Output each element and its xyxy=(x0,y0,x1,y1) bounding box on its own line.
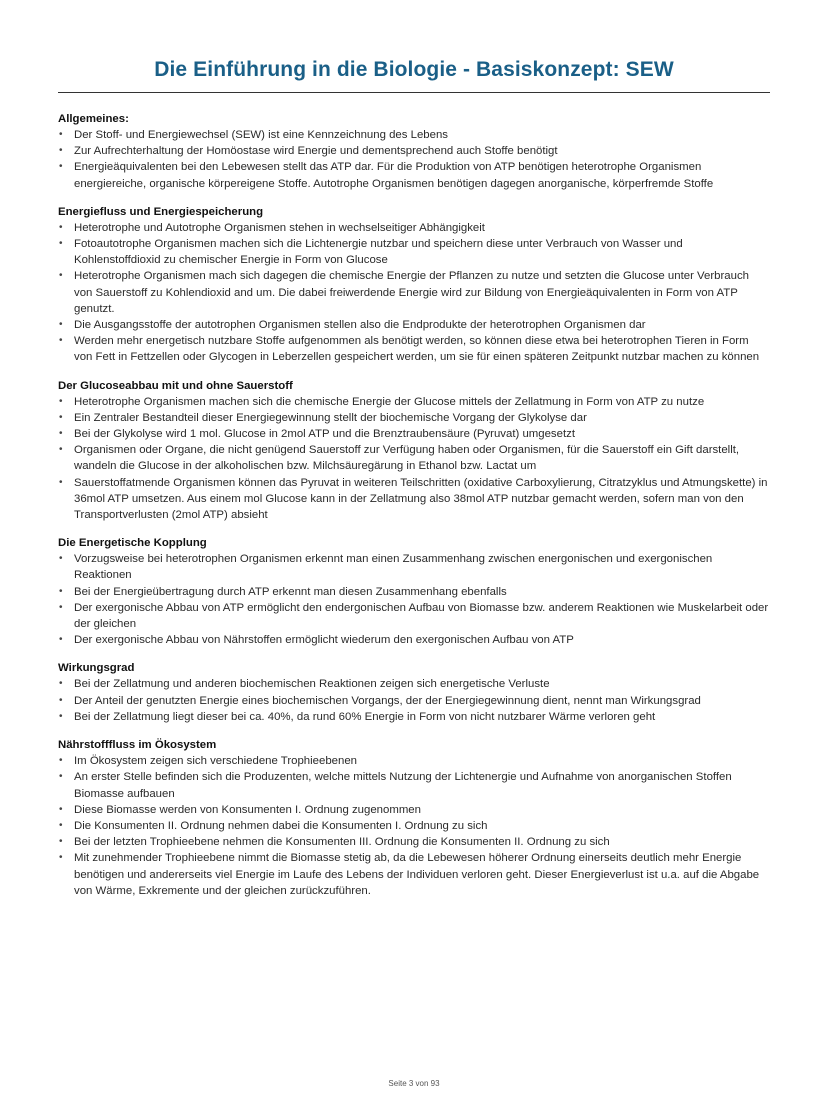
page-title: Die Einführung in die Biologie - Basiskonzept: SEW xyxy=(154,58,674,81)
bullet-item: • Heterotrophe und Autotrophe Organismen stehen in wechselseitiger Abhängigkeit xyxy=(58,220,770,236)
bullet-item: • Ein Zentraler Bestandteil dieser Energiegewinnung stellt der biochemische Vorgang der Glykolyse dar xyxy=(58,410,770,426)
bullet-list xyxy=(58,551,770,648)
bullet-list xyxy=(58,753,770,899)
section xyxy=(58,204,770,366)
page-number: Seite 3 von 93 xyxy=(388,1079,440,1088)
bullet-list xyxy=(58,676,770,725)
section xyxy=(58,660,770,725)
bullet-item: • Im Ökosystem zeigen sich verschiedene Trophieebenen xyxy=(58,753,770,769)
bullet-item: • An erster Stelle befinden sich die Produzenten, welche mittels Nutzung der Lichtenergie und Aufnahme von anorganischen Stoffen Biomasse aufbauen xyxy=(58,769,770,801)
bullet-list xyxy=(58,220,770,366)
bullet-item: • Der exergonische Abbau von ATP ermöglicht den endergonischen Aufbau von Biomasse bzw. anderem Reaktionen wie Muskelarbeit oder der gleichen xyxy=(58,600,770,632)
bullet-item: • Energieäquivalenten bei den Lebewesen stellt das ATP dar. Für die Produktion von ATP benötigen heterotrophe Organismen energiereiche, organische körpereigene Stoffe. Autotrophe Organismen benötigen dagegen anorganische, körperfremde Stoffe xyxy=(58,159,770,191)
bullet-item: • Bei der Zellatmung und anderen biochemischen Reaktionen zeigen sich energetische Verluste xyxy=(58,676,770,692)
bullet-item: • Organismen oder Organe, die nicht genügend Sauerstoff zur Verfügung haben oder Organismen, für die Sauerstoff ein Gift darstellt, wandeln die Glucose in der alkoholischen bzw. Milchsäuregärung in Ethanol bzw. Lactat um xyxy=(58,442,770,474)
section xyxy=(58,737,770,899)
section-heading: Nährstofffluss im Ökosystem xyxy=(58,739,217,752)
bullet-item: • Diese Biomasse werden von Konsumenten I. Ordnung zugenommen xyxy=(58,802,770,818)
bullet-item: • Heterotrophe Organismen mach sich dagegen die chemische Energie der Pflanzen zu nutze und setzten die Glucose unter Verbrauch von Sauerstoff zu Kohlendioxid and um. Die dabei freiwerdende Energie wird zur Bildung von Energieäquivalenten in Form von ATP genutzt. xyxy=(58,268,770,317)
bullet-list xyxy=(58,127,770,192)
bullet-item: • Bei der Glykolyse wird 1 mol. Glucose in 2mol ATP und die Brenztraubensäure (Pyruvat) umgesetzt xyxy=(58,426,770,442)
bullet-item: • Der exergonische Abbau von Nährstoffen ermöglicht wiederum den exergonischen Aufbau von ATP xyxy=(58,632,770,648)
section-heading: Der Glucoseabbau mit und ohne Sauerstoff xyxy=(58,379,293,392)
bullet-item: • Der Stoff- und Energiewechsel (SEW) ist eine Kennzeichnung des Lebens xyxy=(58,127,770,143)
bullet-item: • Bei der Zellatmung liegt dieser bei ca. 40%, da rund 60% Energie in Form von nicht nutzbarer Wärme verloren geht xyxy=(58,709,770,725)
bullet-list xyxy=(58,394,770,524)
bullet-item: • Mit zunehmender Trophieebene nimmt die Biomasse stetig ab, da die Lebewesen höherer Ordnung einerseits deutlich mehr Energie benötigen und andererseits viel Energie im Laufe des Lebens der Individuen verloren geht. Dieser Energieverlust ist u.a. auf die Abgabe von Wärme, Exkremente und der gleichen zurückzuführen. xyxy=(58,850,770,899)
section xyxy=(58,111,770,192)
bullet-item: • Vorzugsweise bei heterotrophen Organismen erkennt man einen Zusammenhang zwischen energonischen und exergonischen Reaktionen xyxy=(58,551,770,583)
section-heading: Allgemeines: xyxy=(58,113,129,125)
section xyxy=(58,535,770,648)
bullet-item: • Bei der Energieübertragung durch ATP erkennt man diesen Zusammenhang ebenfalls xyxy=(58,584,770,600)
bullet-item: • Fotoautotrophe Organismen machen sich die Lichtenergie nutzbar und speichern diese unter Verbrauch von Wasser und Kohlenstoffdioxid zu chemischer Energie in Form von Glucose xyxy=(58,236,770,268)
bullet-item: • Die Ausgangsstoffe der autotrophen Organismen stellen also die Endprodukte der heterotrophen Organismen dar xyxy=(58,317,770,333)
section-heading: Die Energetische Kopplung xyxy=(58,537,207,550)
title-divider xyxy=(58,92,770,93)
bullet-item: • Sauerstoffatmende Organismen können das Pyruvat in weiteren Teilschritten (oxidative Carboxylierung, Citratzyklus und Atmungskette) in 36mol ATP umsetzen. Aus einem mol Glucose kann in der Zellatmung also 38mol ATP nutzbar gemacht werden, sofern man von den Transportverlusten (2mol ATP) absieht xyxy=(58,475,770,524)
bullet-item: • Der Anteil der genutzten Energie eines biochemischen Vorgangs, der der Energiegewinnung dient, nennt man Wirkungsgrad xyxy=(58,693,770,709)
bullet-item: • Werden mehr energetisch nutzbare Stoffe aufgenommen als benötigt werden, so können diese etwa bei heterotrophen Tieren in Form von Fett in Fettzellen oder Glycogen in Leberzellen gespeichert werden, um sie für einen späteren Zeitpunkt nutzbar machen zu können xyxy=(58,333,770,365)
document-body xyxy=(58,111,770,911)
section xyxy=(58,378,770,524)
bullet-item: • Zur Aufrechterhaltung der Homöostase wird Energie und dementsprechend auch Stoffe benötigt xyxy=(58,143,770,159)
section-heading: Wirkungsgrad xyxy=(58,662,135,675)
bullet-item: • Heterotrophe Organismen machen sich die chemische Energie der Glucose mittels der Zellatmung in Form von ATP zu nutze xyxy=(58,394,770,410)
bullet-item: • Bei der letzten Trophieebene nehmen die Konsumenten III. Ordnung die Konsumenten II. Ordnung zu sich xyxy=(58,834,770,850)
bullet-item: • Die Konsumenten II. Ordnung nehmen dabei die Konsumenten I. Ordnung zu sich xyxy=(58,818,770,834)
section-heading: Energiefluss und Energiespeicherung xyxy=(58,205,264,218)
